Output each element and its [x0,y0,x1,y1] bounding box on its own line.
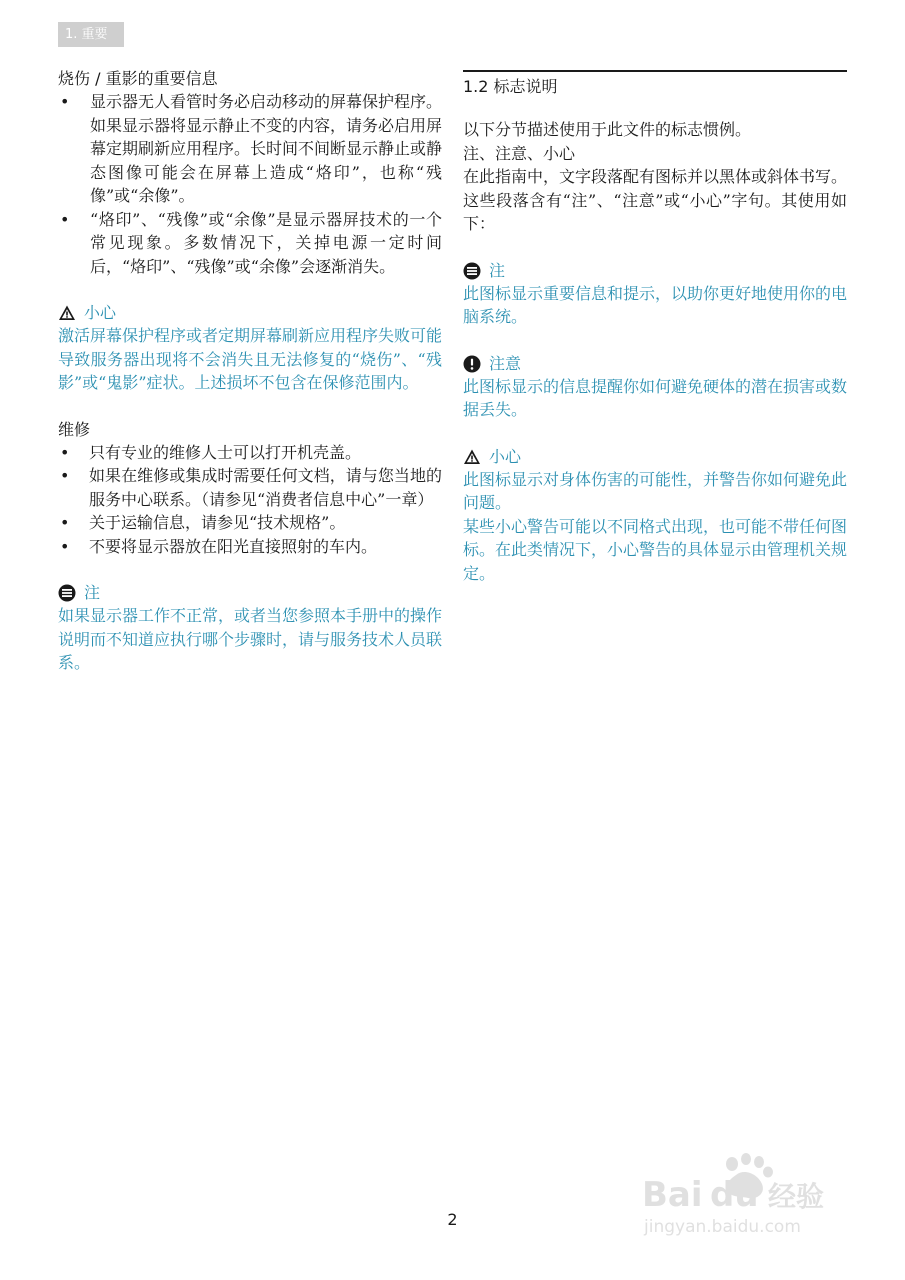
note-title-label: 注 [84,583,101,602]
list-item: • “烙印”、“残像”或“余像”是显示器屏技术的一个常见现象。多数情况下，关掉电源一定时间后，“烙印”、“残像”或“余像”会逐渐消失。 [58,208,442,279]
intro-line: 以下分节描述使用于此文件的标志惯例。 [463,120,752,139]
caution-title [463,446,847,468]
list-item: • 只有专业的维修人士可以打开机壳盖。 [58,441,442,465]
right-column [463,70,847,585]
left-column [58,68,442,675]
caution-text: 此图标显示对身体伤害的可能性，并警告你如何避免此问题。 [463,469,848,512]
note-icon [463,262,481,280]
note-title-label: 注 [489,260,506,280]
list-item: • 显示器无人看管时务必启动移动的屏幕保护程序。如果显示器将显示静止不变的内容，请务必启用屏幕定期刷新应用程序。长时间不间断显示静止或静态图像可能会在屏幕上造成“烙印”，也称“残像”或“余像”。 [58,90,442,208]
svg-text:du: du [710,1175,759,1215]
chapter-tab: 1. 重要 [58,22,124,47]
caution-text: 激活屏幕保护程序或者定期屏幕刷新应用程序失败可能导致服务器出现将不会消失且无法修复的“烧伤”、“残影”或“鬼影”症状。上述损坏不包含在保修范围内。 [58,326,443,392]
warning-triangle-icon [58,304,76,322]
burn-section-title: 烧伤 / 重影的重要信息 [58,69,218,88]
note-icon [58,584,76,602]
note-text: 如果显示器工作不正常，或者当您参照本手册中的操作说明而不知道应执行哪个步骤时，请与服务技术人员联系。 [58,606,443,672]
list-item: • 关于运输信息，请参见“技术规格”。 [58,511,442,535]
caution-text: 某些小心警告可能以不同格式出现，也可能不带任何图标。在此类情况下，小心警告的具体显示由管理机关规定。 [463,516,848,583]
page-number: 2 [447,1210,458,1229]
section-title: 1.2 标志说明 [463,77,558,96]
attention-text: 此图标显示的信息提醒你如何避免硬体的潜在损害或数据丢失。 [463,376,848,419]
caution-title [58,302,442,324]
baidu-watermark-logo [640,1150,865,1240]
note-title [58,582,442,604]
note-text: 此图标显示重要信息和提示，以助你更好地使用你的电脑系统。 [463,283,848,326]
caution-title-label: 小心 [84,303,117,322]
note-title [463,260,847,282]
intro-paragraph: 在此指南中，文字段落配有图标并以黑体或斜体书写。这些段落含有“注”、“注意”或“小心”字句。其使用如下： [463,167,848,233]
svg-text:jingyan.baidu.com: jingyan.baidu.com [644,1217,801,1237]
svg-text:经验: 经验 [768,1180,825,1213]
intro-line: 注、注意、小心 [463,143,576,163]
caution-title-label: 小心 [489,446,522,466]
burn-bullet-list [58,90,442,278]
service-section-title: 维修 [58,419,91,439]
warning-triangle-icon [463,448,481,466]
exclamation-icon [463,355,481,373]
svg-text:Bai: Bai [642,1175,703,1215]
list-item: • 如果在维修或集成时需要任何文档，请与您当地的服务中心联系。（请参见“消费者信息中心”一章） [58,464,442,511]
list-item: • 不要将显示器放在阳光直接照射的车内。 [58,535,442,559]
attention-title [463,353,847,375]
service-bullet-list [58,441,442,559]
attention-title-label: 注意 [489,353,522,373]
